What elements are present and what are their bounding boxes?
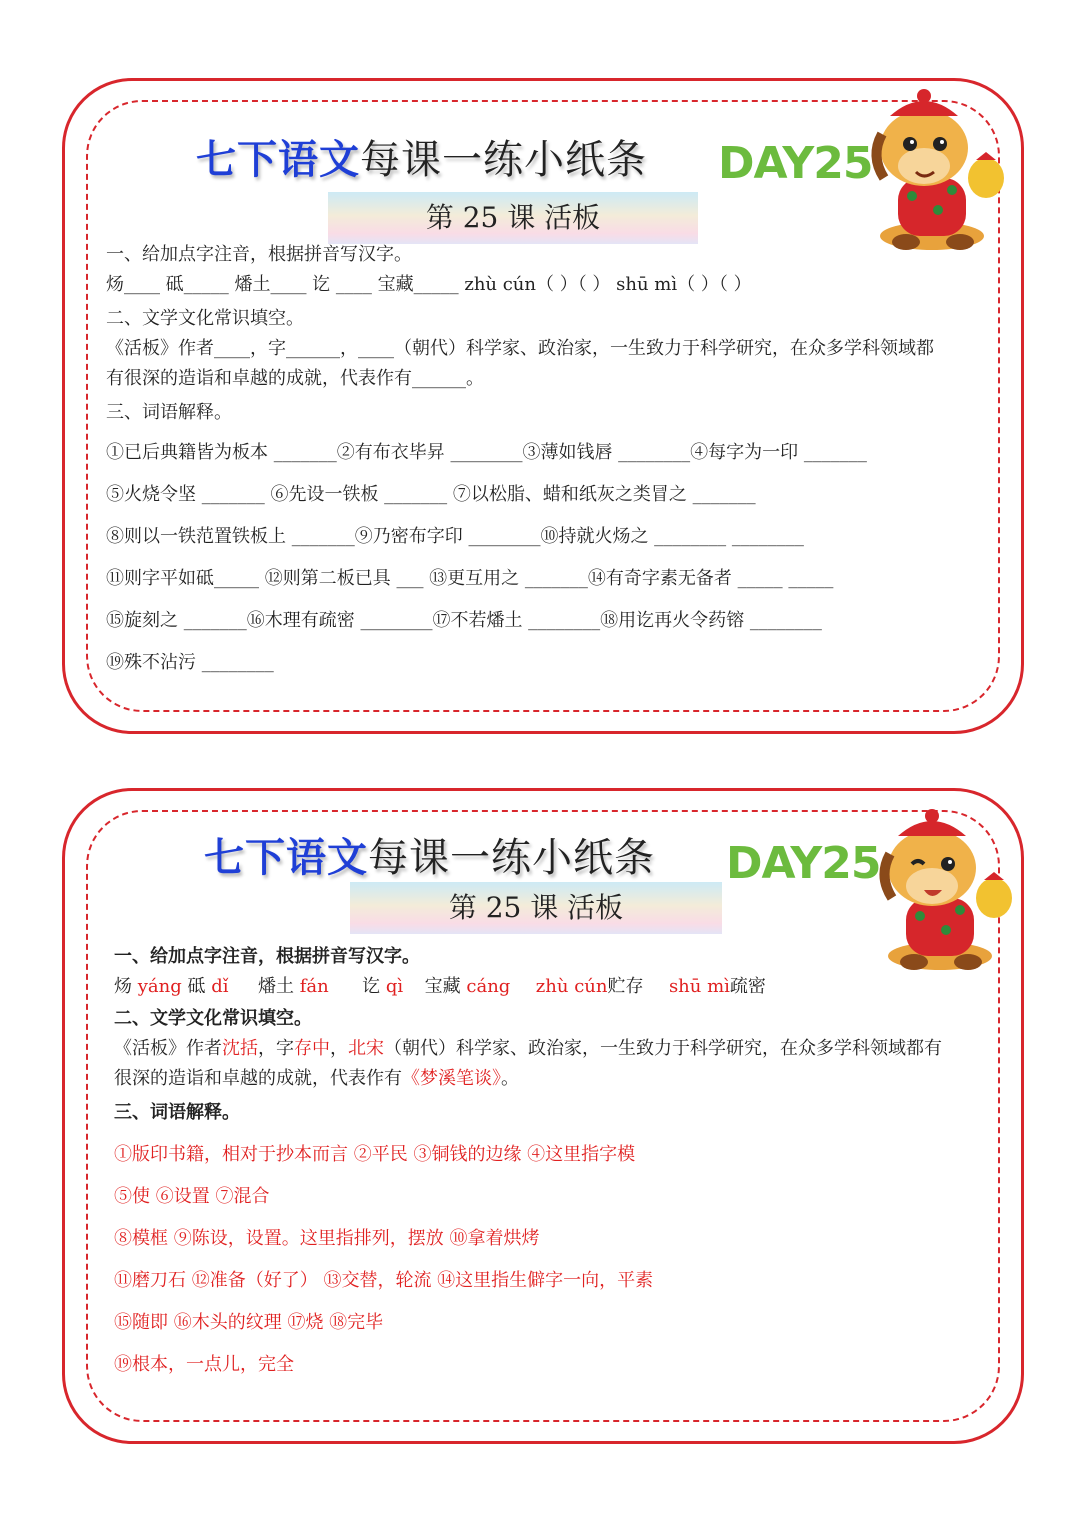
page-title xyxy=(204,826,655,883)
answer-work: 《梦溪笔谈》 xyxy=(402,1068,501,1089)
answer-text-plain: （朝代）科学家、政治家，一生致力于科学研究，在众多学科领域都有 xyxy=(384,1038,942,1059)
page-title xyxy=(196,128,647,185)
answer-courtesy-name: 存中 xyxy=(294,1038,330,1059)
answer-text-plain: ， xyxy=(330,1038,348,1059)
section-3-heading: 三、词语解释。 xyxy=(114,1102,240,1123)
section-2-heading: 二、文学文化常识填空。 xyxy=(106,308,304,329)
answer-author: 沈括 xyxy=(222,1038,258,1059)
vocab-row: ⑮旋刻之 _______⑯木理有疏密 ________⑰不若燔土 ________⑱用讫再火令药镕 ________ xyxy=(106,610,822,631)
title-rest: 每课一练小纸条 xyxy=(360,137,647,183)
section-2-heading: 二、文学文化常识填空。 xyxy=(114,1008,312,1029)
answer-text-plain: 很深的造诣和卓越的成就，代表作有 xyxy=(114,1068,402,1089)
title-rest: 每课一练小纸条 xyxy=(368,835,655,881)
answer-dynasty: 北宋 xyxy=(348,1038,384,1059)
lesson-banner: 第 25 课 活板 xyxy=(350,882,722,934)
answer-word: 砥 xyxy=(187,976,206,997)
answer-text-plain: ，字 xyxy=(258,1038,294,1059)
answer-word: 讫 xyxy=(362,976,381,997)
section-1-heading: 一、给加点字注音，根据拼音写汉字。 xyxy=(106,244,412,265)
answer-word: zhù cún xyxy=(535,976,608,997)
vocab-row: ⑤火烧令坚 _______ ⑥先设一铁板 _______ ⑦以松脂、蜡和纸灰之类冒之 _______ xyxy=(106,484,756,505)
answer-text: qì xyxy=(385,976,404,997)
answer-text-plain: 。 xyxy=(501,1068,519,1089)
vocab-row: ①已后典籍皆为板本 _______②有布衣毕昇 ________③薄如钱唇 ________④每字为一印 _______ xyxy=(106,442,867,463)
answer-row: ⑤使 ⑥设置 ⑦混合 xyxy=(114,1186,270,1207)
answer-text: cáng xyxy=(466,976,511,997)
answer-row: ⑮随即 ⑯木头的纹理 ⑰烧 ⑱完毕 xyxy=(114,1312,384,1333)
answer-word: 宝藏 xyxy=(424,976,461,997)
answer-content xyxy=(114,942,994,1380)
title-subject: 七下语文 xyxy=(196,137,360,183)
answer-text: yáng xyxy=(137,976,182,997)
vocab-row: ⑪则字平如砥_____ ⑫则第二板已具 ___ ⑬更互用之 _______⑭有奇字素无备者 _____ _____ xyxy=(106,568,834,589)
day-label: DAY25 xyxy=(726,838,881,889)
section-1-items: 炀____ 砥_____ 燔土____ 讫 ____ 宝藏_____ zhù cún（ ）（ ） shū mì（ ）（ ） xyxy=(106,274,752,295)
answer-row: ⑲根本，一点儿，完全 xyxy=(114,1354,294,1375)
horse-mascot-icon xyxy=(862,86,1012,256)
answer-text: fán xyxy=(299,976,329,997)
answer-text: 贮存 xyxy=(607,976,644,997)
answer-word: 炀 xyxy=(114,976,132,997)
section-2-line-1 xyxy=(114,1034,994,1064)
answer-row: ⑧模框 ⑨陈设，设置。这里指排列，摆放 ⑩拿着烘烤 xyxy=(114,1228,540,1249)
section-2-line-2: 有很深的造诣和卓越的成就，代表作有______。 xyxy=(106,368,484,389)
answer-text: 疏密 xyxy=(729,976,766,997)
answer-row: ⑪磨刀石 ⑫准备（好了） ⑬交替，轮流 ⑭这里指生僻字一向，平素 xyxy=(114,1270,654,1291)
answer-text: dǐ xyxy=(211,976,229,997)
answer-row: ①版印书籍，相对于抄本而言 ②平民 ③铜钱的边缘 ④这里指字模 xyxy=(114,1144,636,1165)
section-2-line-2 xyxy=(114,1064,994,1094)
worksheet-content xyxy=(106,240,996,678)
day-label: DAY25 xyxy=(718,138,873,189)
section-2-line-1: 《活板》作者____，字______，____（朝代）科学家、政治家，一生致力于科学研究，在众多学科领域都 xyxy=(106,338,934,359)
vocab-row: ⑲殊不沾污 ________ xyxy=(106,652,274,673)
title-subject: 七下语文 xyxy=(204,835,368,881)
answer-word: 燔土 xyxy=(257,976,294,997)
vocab-row: ⑧则以一铁范置铁板上 _______⑨乃密布字印 ________⑩持就火炀之 ________ ________ xyxy=(106,526,804,547)
section-1-heading: 一、给加点字注音，根据拼音写汉字。 xyxy=(114,946,420,967)
answer-word: shū mì xyxy=(668,976,730,997)
lesson-banner: 第 25 课 活板 xyxy=(328,192,698,244)
section-3-heading: 三、词语解释。 xyxy=(106,402,232,423)
section-1-answers xyxy=(114,972,994,1002)
answer-text-plain: 《活板》作者 xyxy=(114,1038,222,1059)
